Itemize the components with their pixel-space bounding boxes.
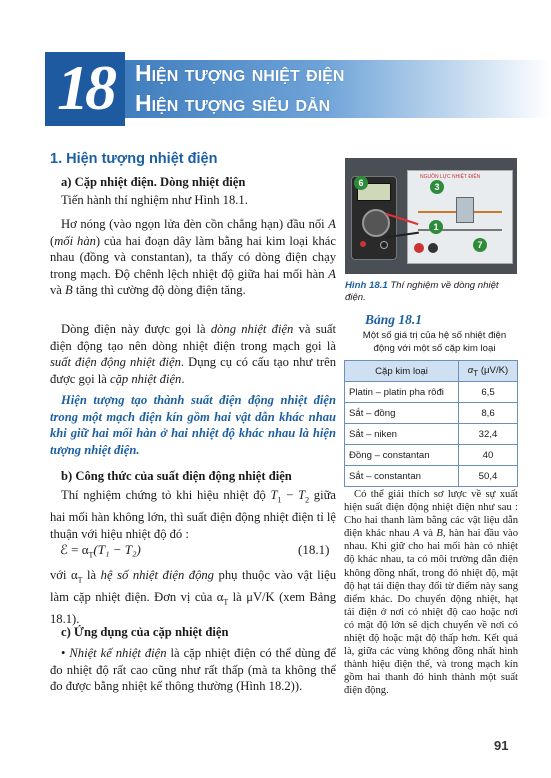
experiment-board: [407, 170, 513, 264]
paragraph-proportional: Thí nghiệm chứng tỏ khi hiệu nhiệt độ $T_1 - T_2$ giữa hai mối hàn không lớn, thì suất điện động nhiệt điện tỉ lệ thuận với hiệu nhiệt độ đó :: [50, 488, 336, 541]
paragraph-experiment: Hơ nóng (vào ngọn lửa đèn cồn chẳng hạn) đầu nối A (mối hàn) của hai đoạn dây làm bằng hai kim loại khác nhau (đồng và constantan), ta thấy có dòng điện chạy trong mạch. Độ chênh lệch nhiệt độ giữa hai mối hàn A và B tăng thì cường độ dòng điện tăng.: [50, 217, 336, 298]
subsection-c-heading: c) Ứng dụng của cặp nhiệt điện: [61, 625, 229, 639]
chapter-title-line1: Hiện tượng nhiệt điện: [135, 60, 345, 86]
subsection-b-heading: b) Công thức của suất điện động nhiệt điện: [61, 469, 292, 483]
highlight-definition: Hiện tượng tạo thành suất điện động nhiệt điện trong một mạch điện kín gồm hai vật dẫn khác nhau khi giữ hai mối hàn ở hai nhiệt độ khác nhau là hiện tượng nhiệt điện.: [50, 393, 336, 457]
table-row: Đồng – constantan 40: [345, 445, 518, 466]
paragraph-thermometer: • Nhiệt kế nhiệt điện là cặp nhiệt điện có thể dùng để đo nhiệt độ rất cao cũng như rất thấp (mà ta không thể đo được bằng nhiệt kế thông thường (Hình 18.2)).: [50, 646, 336, 694]
side-explanation: Có thể giải thích sơ lược về sự xuất hiện suất điện động nhiệt điện như sau : Cho hai thanh làm bằng các vật liệu dẫn điện khác nhau A và B, hàn hai đầu vào nhau. Khi giữ cho hai mối hàn có nhiệt độ khác nhau, ta có môi trường dẫn điện không đồng nhất, trong đó nhiệt độ, mật độ hạt tải điện thay đổi từ điểm này sang điểm khác. Do chuyển động nhiệt, hạt tải điện ở nơi có nhiệt độ cao hoặc nơi có mật độ lớn sẽ dịch chuyển về nơi có nhiệt độ hoặc mật độ thấp hơn. Kết quả là, giữa các vùng không đồng nhất hình thành hiệu điện thế, và trong mạch kín gồm hai thanh đó hình thành một suất điện động.: [344, 489, 519, 697]
paragraph-definition: Dòng điện này được gọi là dòng nhiệt điện và suất điện động tạo nên dòng nhiệt điện trong mạch gọi là suất điện động nhiệt điện. Dụng cụ có cấu tạo như trên được gọi là cặp nhiệt điện.: [50, 322, 337, 386]
table-header-row: [345, 361, 518, 382]
figure-18-1: [345, 158, 517, 274]
figure-caption: Hình 18.1 Thí nghiệm về dòng nhiệt điện.: [345, 280, 499, 303]
figure-badge-7: 7: [473, 238, 487, 252]
subsection-a-heading: a) Cặp nhiệt điện. Dòng nhiệt điện: [61, 175, 246, 189]
formula-18-1: ℰ = $\alpha_T(T_1 - T_2)$: [60, 542, 141, 560]
figure-badge-6: 6: [354, 176, 368, 190]
page-number: 91: [494, 738, 509, 753]
table-header-pair: Cặp kim loại: [345, 361, 459, 382]
chapter-title-line2: Hiện tượng siêu dẫn: [135, 90, 331, 116]
section-heading: 1. Hiện tượng nhiệt điện: [50, 151, 218, 167]
table-18-1: [344, 360, 518, 487]
chapter-number: 18: [57, 52, 113, 123]
table-title: Bảng 18.1: [365, 312, 423, 327]
table-subtitle: Một số giá trị của hệ số nhiệt điện động với một số cặp kim loại: [362, 330, 507, 354]
table-row: Sắt – đồng 8,6: [345, 403, 518, 424]
panel-label: NGUỒN LỰC NHIỆT ĐIỆN: [420, 174, 481, 180]
paragraph-intro: Tiến hành thí nghiệm như Hình 18.1.: [61, 193, 248, 207]
figure-badge-3: 3: [430, 180, 444, 194]
figure-badge-1: 1: [429, 220, 443, 234]
table-row: Platin – platin pha rôđi 6,5: [345, 382, 518, 403]
table-row: Sắt – niken 32,4: [345, 424, 518, 445]
table-row: Sắt – constantan 50,4: [345, 466, 518, 487]
table-header-alpha: $\alpha_T$ (μV/K): [459, 361, 518, 382]
formula-number: (18.1): [298, 542, 330, 557]
paragraph-coefficient: với $\alpha_T$ là hệ số nhiệt điện động phụ thuộc vào vật liệu làm cặp nhiệt điện. Đơn vị của $\alpha_T$ là μV/K (xem Bảng 18.1).: [50, 568, 337, 627]
